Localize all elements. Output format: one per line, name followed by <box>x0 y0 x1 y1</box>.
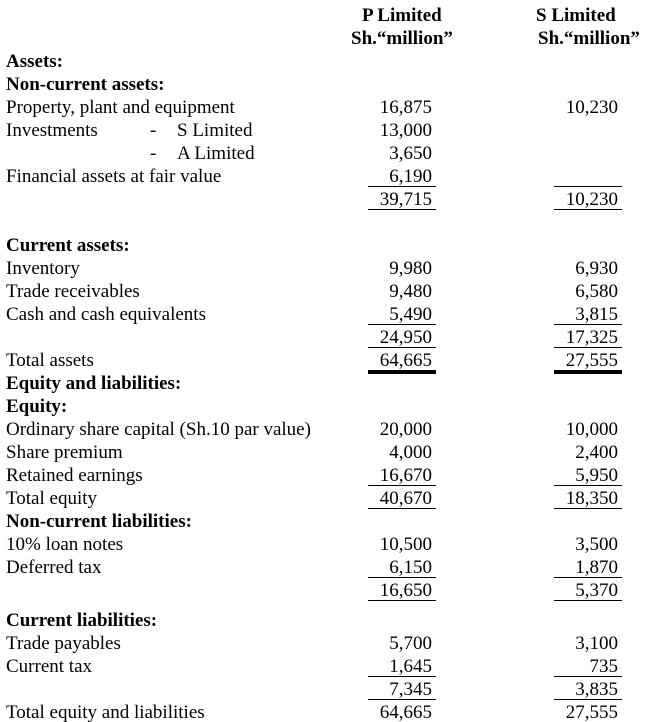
s-value-cell <box>554 349 622 372</box>
p-value-cell <box>368 280 436 303</box>
s-value <box>554 167 622 187</box>
table-row <box>0 280 654 303</box>
s-value-cell <box>554 556 622 579</box>
section-heading-row <box>0 234 654 257</box>
row-label: Financial assets at fair value <box>6 166 222 187</box>
table-row <box>0 142 654 165</box>
s-value-cell <box>554 257 622 280</box>
row-label: Total equity and liabilities <box>6 702 205 722</box>
s-value: 3,835 <box>554 680 622 700</box>
p-value-cell <box>368 701 436 722</box>
s-value-cell <box>554 678 622 701</box>
p-value-cell <box>368 349 436 372</box>
table-row <box>0 188 654 211</box>
section-heading-row <box>0 510 654 533</box>
row-label: Trade receivables <box>6 281 140 302</box>
p-value: 9,980 <box>389 258 432 279</box>
s-value: 10,230 <box>565 97 618 118</box>
p-value: 24,950 <box>368 328 436 348</box>
table-row <box>0 165 654 188</box>
s-value: 18,350 <box>554 489 622 509</box>
table-row <box>0 326 654 349</box>
row-label: Non-current assets: <box>6 74 165 95</box>
row-label: 10% loan notes <box>6 534 124 555</box>
p-value-cell <box>368 96 436 119</box>
s-value-cell <box>554 579 622 602</box>
p-value-cell <box>368 533 436 556</box>
table-row <box>0 257 654 280</box>
table-row <box>0 303 654 326</box>
row-label: Current tax <box>6 656 93 677</box>
row-label: Current assets: <box>6 235 130 256</box>
p-value-cell <box>368 487 436 510</box>
s-value: 5,950 <box>554 466 622 486</box>
p-value-cell <box>368 418 436 441</box>
s-value-cell <box>554 701 622 722</box>
p-value: 5,490 <box>368 305 436 325</box>
p-value: 3,650 <box>389 143 432 164</box>
row-label: Ordinary share capital (Sh.10 par value) <box>6 419 311 440</box>
p-value-cell <box>368 119 436 142</box>
column-headers-row <box>0 4 654 27</box>
table-row <box>0 441 654 464</box>
row-label: Total assets <box>6 350 94 371</box>
p-value-cell <box>368 257 436 280</box>
p-value: 6,190 <box>368 167 436 187</box>
p-value: 40,670 <box>368 489 436 509</box>
s-value-cell <box>554 280 622 303</box>
table-row <box>0 96 654 119</box>
s-value-cell <box>554 655 622 678</box>
s-value: 3,100 <box>575 633 618 654</box>
column-units-row <box>0 27 654 50</box>
row-label: Current liabilities: <box>6 610 158 631</box>
p-value: 16,670 <box>368 466 436 486</box>
table-row <box>0 632 654 655</box>
row-sublabel: S Limited <box>177 120 253 141</box>
row-label: Share premium <box>6 442 123 463</box>
p-value-cell <box>368 556 436 579</box>
p-value: 39,715 <box>368 190 436 210</box>
section-heading-row <box>0 395 654 418</box>
row-label: Investments <box>6 120 98 141</box>
table-row <box>0 556 654 579</box>
row-label: Total equity <box>6 488 98 509</box>
p-value-cell <box>368 441 436 464</box>
p-value-cell <box>368 142 436 165</box>
s-value-cell <box>554 464 622 487</box>
s-value-cell <box>554 441 622 464</box>
dash: - <box>150 143 157 164</box>
p-value-cell <box>368 579 436 602</box>
s-value: 3,500 <box>575 534 618 555</box>
spacer-row <box>0 211 654 234</box>
p-value: 64,665 <box>368 351 436 371</box>
row-sublabel: A Limited <box>177 143 255 164</box>
p-value: 16,650 <box>368 581 436 601</box>
s-value: 6,580 <box>575 281 618 302</box>
s-value: 6,930 <box>575 258 618 279</box>
s-value-cell <box>554 487 622 510</box>
s-value-cell <box>554 418 622 441</box>
row-label: Assets: <box>6 51 63 72</box>
s-value-cell <box>554 533 622 556</box>
p-value-cell <box>368 655 436 678</box>
column-unit-s-limited: Sh.“million” <box>538 28 640 49</box>
p-value-cell <box>368 303 436 326</box>
p-value: 1,645 <box>368 657 436 677</box>
table-row <box>0 579 654 602</box>
section-heading-row <box>0 609 654 632</box>
s-value: 10,000 <box>565 419 618 440</box>
s-value: 735 <box>554 657 622 677</box>
s-value-cell <box>554 96 622 119</box>
p-value: 64,665 <box>368 703 436 722</box>
table-row <box>0 655 654 678</box>
row-label: Equity: <box>6 396 68 417</box>
p-value: 16,875 <box>379 97 432 118</box>
p-value-cell <box>368 632 436 655</box>
p-value: 10,500 <box>379 534 432 555</box>
p-value-cell <box>368 678 436 701</box>
statement-body <box>0 50 654 722</box>
table-row <box>0 418 654 441</box>
s-value: 2,400 <box>575 442 618 463</box>
p-value: 13,000 <box>379 120 432 141</box>
p-value: 6,150 <box>368 558 436 578</box>
dash: - <box>150 120 157 141</box>
table-row <box>0 119 654 142</box>
s-value: 10,230 <box>554 190 622 210</box>
section-heading-row <box>0 372 654 395</box>
table-row <box>0 464 654 487</box>
table-row <box>0 701 654 722</box>
s-value: 3,815 <box>554 305 622 325</box>
row-label: Inventory <box>6 258 80 279</box>
section-heading-row <box>0 73 654 96</box>
p-value-cell <box>368 165 436 188</box>
p-value-cell <box>368 326 436 349</box>
p-value: 9,480 <box>389 281 432 302</box>
p-value: 5,700 <box>389 633 432 654</box>
s-value: 5,370 <box>554 581 622 601</box>
s-value-cell <box>554 188 622 211</box>
row-label: Equity and liabilities: <box>6 373 182 394</box>
column-header-s-limited: S Limited <box>536 5 616 26</box>
p-value: 20,000 <box>379 419 432 440</box>
p-value: 7,345 <box>368 680 436 700</box>
s-value: 27,555 <box>554 351 622 371</box>
section-heading-row <box>0 50 654 73</box>
s-value-cell <box>554 632 622 655</box>
table-row <box>0 487 654 510</box>
s-value: 1,870 <box>554 558 622 578</box>
s-value: 27,555 <box>554 703 622 722</box>
table-row <box>0 533 654 556</box>
row-label: Cash and cash equivalents <box>6 304 206 325</box>
row-label: Non-current liabilities: <box>6 511 192 532</box>
table-row <box>0 678 654 701</box>
row-label: Trade payables <box>6 633 121 654</box>
row-label: Deferred tax <box>6 557 102 578</box>
column-header-p-limited: P Limited <box>362 5 442 26</box>
p-value-cell <box>368 188 436 211</box>
s-value-cell <box>554 326 622 349</box>
row-label: Property, plant and equipment <box>6 97 235 118</box>
row-label: Retained earnings <box>6 465 143 486</box>
p-value-cell <box>368 464 436 487</box>
table-row <box>0 349 654 372</box>
s-value-cell <box>554 165 622 188</box>
p-value: 4,000 <box>389 442 432 463</box>
column-unit-p-limited: Sh.“million” <box>351 28 453 49</box>
s-value: 17,325 <box>554 328 622 348</box>
s-value-cell <box>554 303 622 326</box>
